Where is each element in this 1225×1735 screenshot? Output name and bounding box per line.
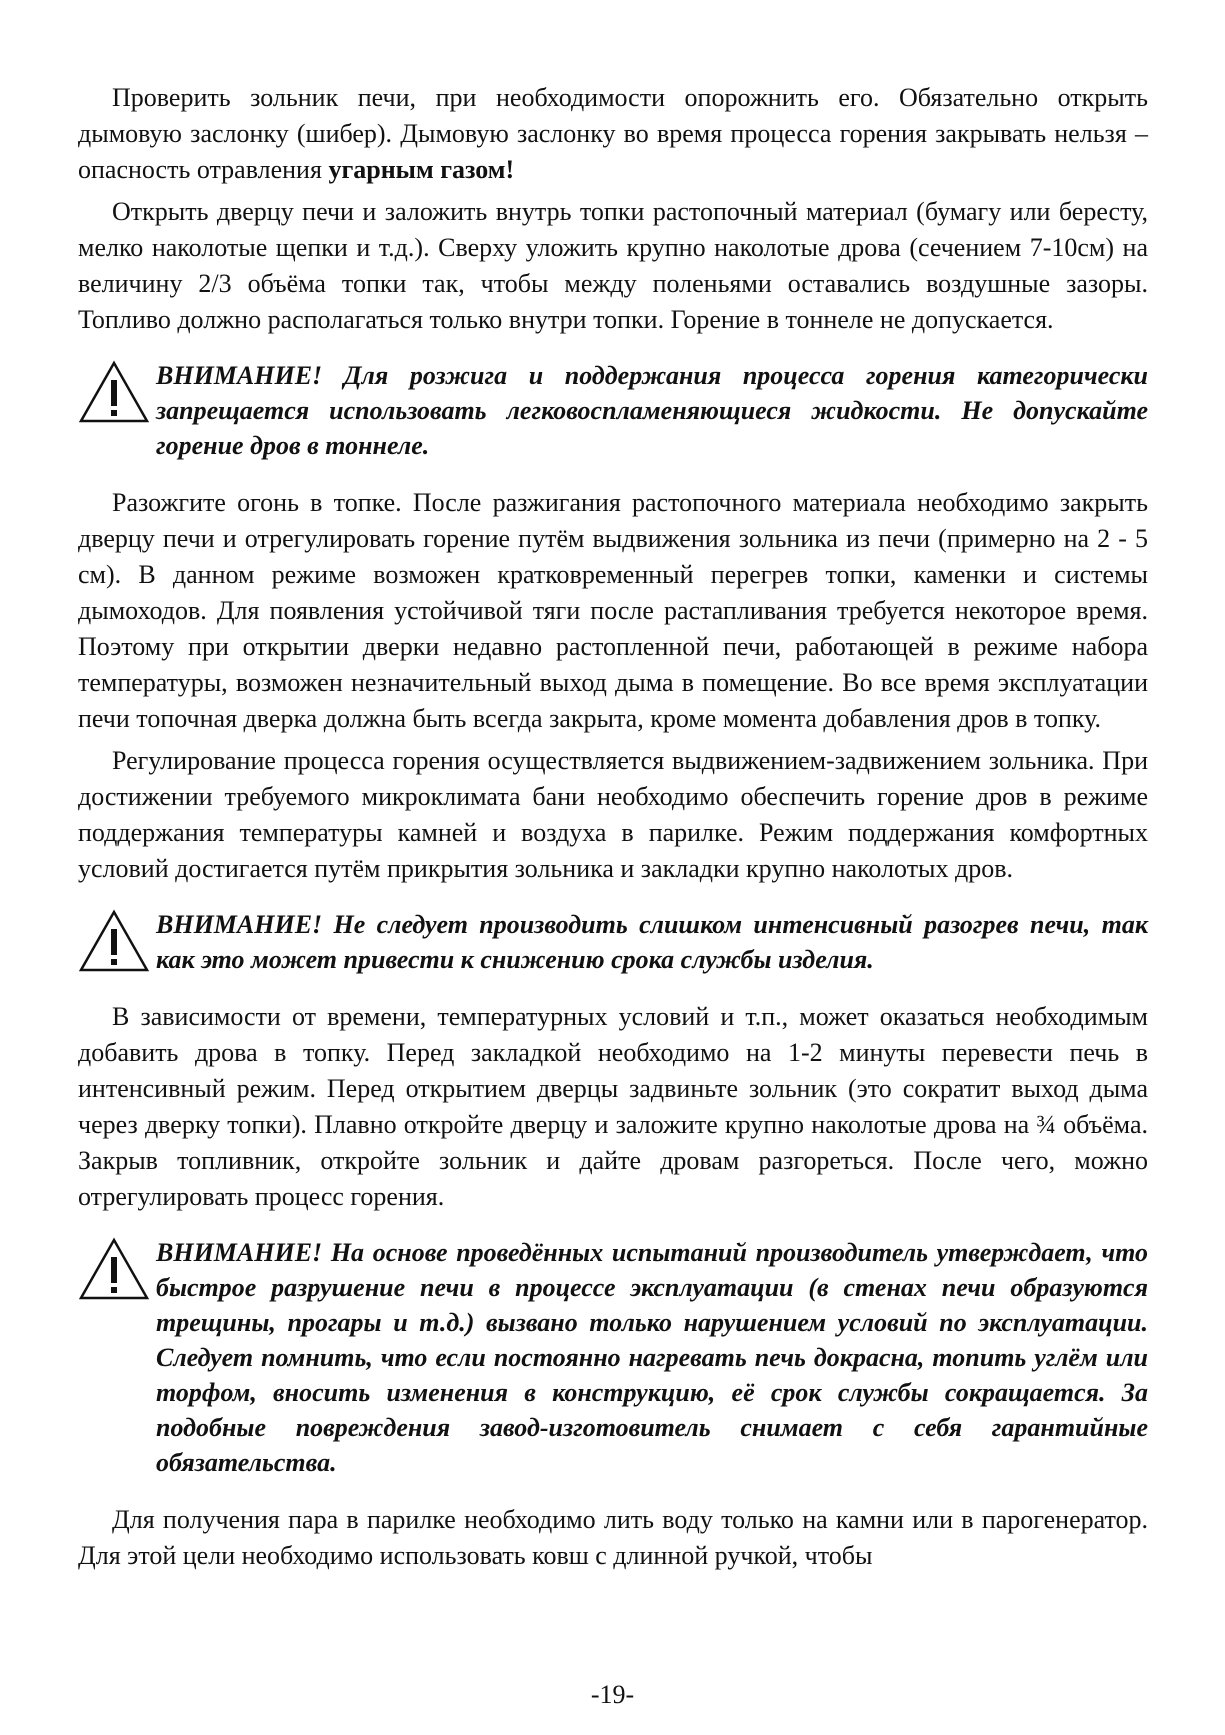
warning-block-flammable-liquids	[78, 358, 1148, 463]
warning-text: ВНИМАНИЕ! Не следует производить слишком интенсивный разогрев печи, так как это может привести к снижению срока службы изделия.	[156, 910, 1148, 974]
paragraph-combustion-regulation: Регулирование процесса горения осуществляется выдвижением-задвижением зольника. При достижении требуемого микроклимата бани необходимо обеспечить горение дров в режиме поддержания температуры камней и воздуха в парилке. Режим поддержания комфортных условий достигается путём прикрытия зольника и закладки крупно наколотых дров.	[78, 746, 1148, 883]
paragraph-ash-pan-check	[78, 80, 1148, 188]
paragraph-steam: Для получения пара в парилке необходимо лить воду только на камни или в парогенератор. Для этой цели необходимо использовать ковш с длинной ручкой, чтобы	[78, 1505, 1148, 1570]
paragraph-ash-pan-text: Проверить зольник печи, при необходимости опорожнить его. Обязательно открыть дымовую заслонку (шибер). Дымовую заслонку во время процесса горения закрывать нельзя – опасность отравления	[78, 83, 1148, 184]
warning-block-warranty	[78, 1235, 1148, 1480]
carbon-monoxide-emphasis: угарным газом!	[328, 155, 515, 184]
warning-triangle-icon	[78, 360, 150, 426]
paragraph-ignition: Разожгите огонь в топке. После разжигания растопочного материала необходимо закрыть дверцу печи и отрегулировать горение путём выдвижения зольника из печи (примерно на 2 - 5 см). В данном режиме возможен кратковременный перегрев топки, каменки и системы дымоходов. Для появления устойчивой тяги после растапливания требуется некоторое время. Поэтому при открытии дверки недавно растопленной печи, работающей в режиме набора температуры, возможен незначительный выход дыма в помещение. Во все время эксплуатации печи топочная дверка должна быть всегда закрыта, кроме момента добавления дров в топку.	[78, 488, 1148, 733]
paragraph-loading-fuel: Открыть дверцу печи и заложить внутрь топки растопочный материал (бумагу или бересту, мелко наколотые щепки и т.д.). Сверху уложить крупно наколотые дрова (сечением 7-10см) на величину 2/3 объёма топки так, чтобы между поленьями оставались воздушные зазоры. Топливо должно располагаться только внутри топки. Горение в тоннеле не допускается.	[78, 197, 1148, 334]
warning-text: ВНИМАНИЕ! На основе проведённых испытаний производитель утверждает, что быстрое разрушение печи в процессе эксплуатации (в стенах печи образуются трещины, прогары и т.д.) вызвано только нарушением условий по эксплуатации. Следует помнить, что если постоянно нагревать печь докрасна, топить углём или торфом, вносить изменения в конструкцию, её срок службы сокращается. За подобные повреждения завод-изготовитель снимает с себя гарантийные обязательства.	[156, 1238, 1148, 1477]
warning-block-overheating	[78, 907, 1148, 977]
warning-text: ВНИМАНИЕ! Для розжига и поддержания процесса горения категорически запрещается использовать легковоспламеняющиеся жидкости. Не допускайте горение дров в тоннеле.	[156, 361, 1148, 460]
page-number: -19-	[590, 1680, 635, 1709]
paragraph-adding-firewood: В зависимости от времени, температурных условий и т.п., может оказаться необходимым добавить дрова в топку. Перед закладкой необходимо на 1-2 минуты перевести печь в интенсивный режим. Перед открытием дверцы задвиньте зольник (это сократит выход дыма через дверку топки). Плавно откройте дверцу и заложите крупно наколотые дрова на ¾ объёма. Закрыв топливник, откройте зольник и дайте дровам разгореться. После чего, можно отрегулировать процесс горения.	[78, 1002, 1148, 1211]
warning-triangle-icon	[78, 909, 150, 975]
document-page	[78, 80, 1148, 1580]
warning-triangle-icon	[78, 1237, 150, 1303]
